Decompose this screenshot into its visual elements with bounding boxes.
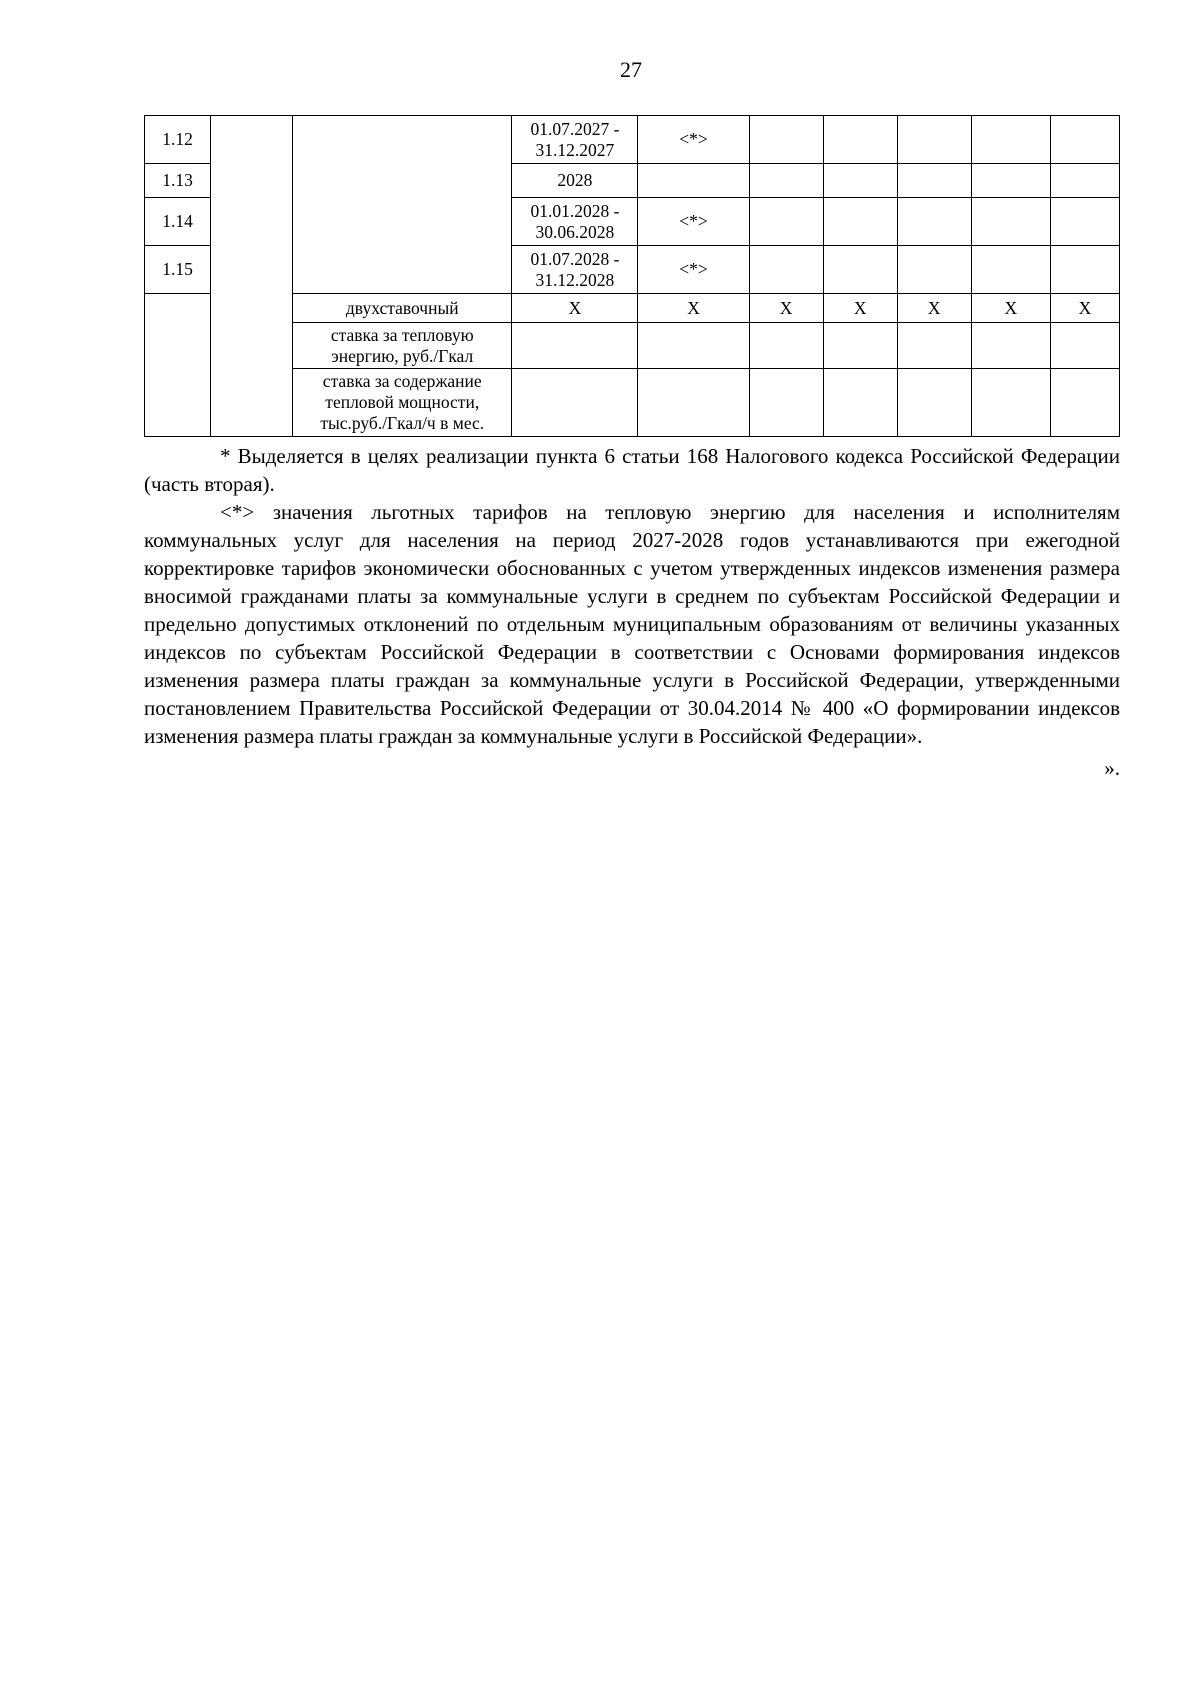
period-cell: 01.01.2028 - 30.06.2028: [512, 198, 638, 246]
x-mark: X: [1050, 294, 1119, 323]
empty-cell: [1050, 198, 1119, 246]
empty-cell: [971, 116, 1050, 164]
empty-cell: [823, 246, 897, 294]
empty-cell: [211, 116, 293, 437]
closing-quote: ».: [1104, 756, 1120, 780]
tariff-table: [144, 115, 1120, 437]
empty-cell: [971, 164, 1050, 198]
x-mark: X: [971, 294, 1050, 323]
empty-cell: [749, 164, 823, 198]
empty-cell: [749, 246, 823, 294]
empty-cell: [897, 369, 971, 437]
empty-cell: [823, 323, 897, 369]
rate-capacity-label: ставка за содержание тепловой мощности, тыс.руб./Гкал/ч в мес.: [293, 369, 512, 437]
period-cell: 01.07.2027 - 31.12.2027: [512, 116, 638, 164]
empty-cell: [1050, 323, 1119, 369]
row-number: 1.14: [145, 198, 211, 246]
empty-cell: [823, 369, 897, 437]
table-row: [145, 116, 1120, 164]
empty-cell: [971, 246, 1050, 294]
empty-cell: [897, 116, 971, 164]
row-number: 1.12: [145, 116, 211, 164]
empty-cell: [971, 323, 1050, 369]
footnote-angle: <*> значения льготных тарифов на тепловую энергию для населения и исполнителям коммунальных услуг для населения на период 2027-2028 годов устанавливаются при ежегодной корректировке тарифов экономически обоснованных с учетом утвержденных индексов изменения размера вносимой гражданами платы за коммунальные услуги в среднем по субъектам Российской Федерации и предельно допустимых отклонений по отдельным муниципальным образованиям от величины указанных индексов по субъектам Российской Федерации в соответствии с Основами формирования индексов изменения размера платы граждан за коммунальные услуги в Российской Федерации, утвержденными постановлением Правительства Российской Федерации от 30.04.2014 № 400 «О формировании индексов изменения размера платы граждан за коммунальные услуги в Российской Федерации».: [144, 500, 1120, 748]
footnotes: [144, 442, 1120, 782]
value-cell: [638, 164, 749, 198]
empty-cell: [897, 198, 971, 246]
empty-cell: [749, 198, 823, 246]
empty-cell: [897, 246, 971, 294]
tariff-type-label: двухставочный: [293, 294, 512, 323]
row-number: 1.13: [145, 164, 211, 198]
empty-cell: [293, 116, 512, 294]
value-cell: <*>: [638, 198, 749, 246]
empty-cell: [145, 294, 211, 437]
row-number: 1.15: [145, 246, 211, 294]
empty-cell: [638, 323, 749, 369]
page-number: 27: [620, 57, 642, 82]
empty-cell: [1050, 164, 1119, 198]
empty-cell: [512, 323, 638, 369]
rate-energy-label: ставка за тепловую энергию, руб./Гкал: [293, 323, 512, 369]
empty-cell: [971, 369, 1050, 437]
x-mark: X: [749, 294, 823, 323]
x-mark: X: [638, 294, 749, 323]
value-cell: <*>: [638, 116, 749, 164]
empty-cell: [512, 369, 638, 437]
empty-cell: [749, 323, 823, 369]
empty-cell: [749, 116, 823, 164]
period-cell: 01.07.2028 - 31.12.2028: [512, 246, 638, 294]
empty-cell: [897, 164, 971, 198]
empty-cell: [749, 369, 823, 437]
empty-cell: [638, 369, 749, 437]
x-mark: X: [512, 294, 638, 323]
empty-cell: [1050, 116, 1119, 164]
x-mark: X: [823, 294, 897, 323]
empty-cell: [823, 116, 897, 164]
empty-cell: [1050, 246, 1119, 294]
x-mark: X: [897, 294, 971, 323]
period-cell: 2028: [512, 164, 638, 198]
empty-cell: [1050, 369, 1119, 437]
empty-cell: [823, 164, 897, 198]
empty-cell: [971, 198, 1050, 246]
empty-cell: [897, 323, 971, 369]
value-cell: <*>: [638, 246, 749, 294]
empty-cell: [823, 198, 897, 246]
footnote-star: * Выделяется в целях реализации пункта 6 статьи 168 Налогового кодекса Российской Федерации (часть вторая).: [144, 444, 1120, 496]
